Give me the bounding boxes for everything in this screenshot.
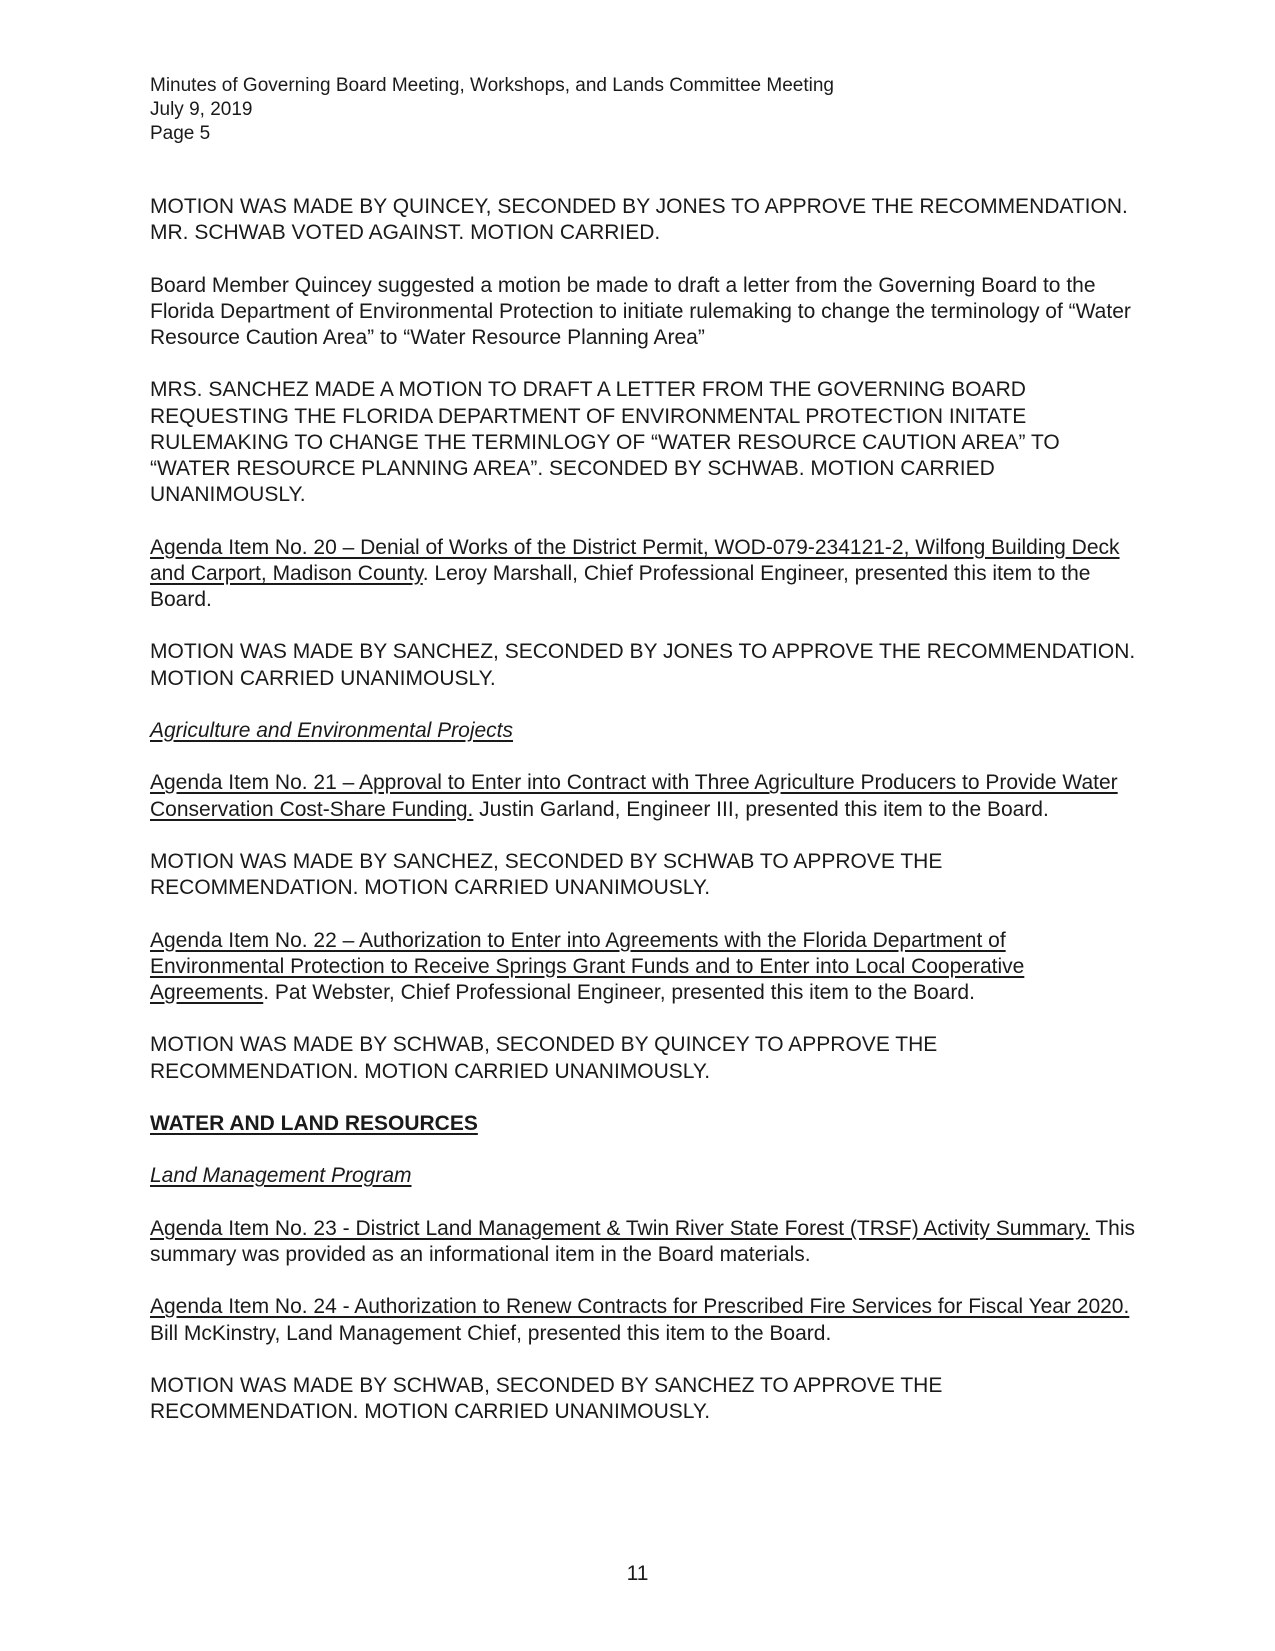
- subsection-heading: [150, 1163, 1145, 1189]
- motion-paragraph: MOTION WAS MADE BY SCHWAB, SECONDED BY SANCHEZ TO APPROVE THE RECOMMENDATION. MOTION CARRIED UNANIMOUSLY.: [150, 1373, 943, 1424]
- discussion-paragraph: Board Member Quincey suggested a motion be made to draft a letter from the Governing Board to the Florida Department of Environmental Protection to initiate rulemaking to change the terminology of “Water Resource Caution Area” to “Water Resource Planning Area”: [150, 273, 1131, 349]
- header-title: Minutes of Governing Board Meeting, Workshops, and Lands Committee Meeting: [150, 75, 834, 96]
- agenda-item-title: Agenda Item No. 24 - Authorization to Renew Contracts for Prescribed Fire Services for Fiscal Year 2020.: [150, 1295, 1130, 1319]
- agenda-item-21: [150, 770, 1145, 822]
- agenda-item-24: [150, 1294, 1145, 1346]
- agenda-item-title: Agenda Item No. 20 – Denial of Works of the District Permit, WOD-079-234121-2, Wilfong Building Deck and Carport, Madison County: [150, 535, 1120, 585]
- agenda-item-title: Agenda Item No. 22 – Authorization to Enter into Agreements with the Florida Department of Environmental Protection to Receive Springs Grant Funds and to Enter into Local Cooperative Agreements: [150, 928, 1025, 1004]
- subsection-title: Agriculture and Environmental Projects: [150, 718, 514, 742]
- document-body: [150, 194, 1145, 1452]
- agenda-item-text: This summary was provided as an informational item in the Board materials.: [150, 1216, 1136, 1266]
- motion-paragraph: MRS. SANCHEZ MADE A MOTION TO DRAFT A LETTER FROM THE GOVERNING BOARD REQUESTING THE FLORIDA DEPARTMENT OF ENVIRONMENTAL PROTECTION INITATE RULEMAKING TO CHANGE THE TERMINLOGY OF “WATER RESOURCE CAUTION AREA” TO “WATER RESOURCE PLANNING AREA”. SECONDED BY SCHWAB. MOTION CARRIED UNANIMOUSLY.: [150, 378, 1060, 507]
- motion-paragraph: MOTION WAS MADE BY SANCHEZ, SECONDED BY JONES TO APPROVE THE RECOMMENDATION. MOTION CARRIED UNANIMOUSLY.: [150, 640, 1136, 690]
- page-header: [150, 74, 834, 146]
- agenda-item-20: [150, 535, 1145, 614]
- motion-paragraph: MOTION WAS MADE BY SCHWAB, SECONDED BY QUINCEY TO APPROVE THE RECOMMENDATION. MOTION CARRIED UNANIMOUSLY.: [150, 1033, 938, 1083]
- section-title: WATER AND LAND RESOURCES: [150, 1111, 478, 1135]
- subsection-heading: [150, 718, 1145, 744]
- header-date: July 9, 2019: [150, 99, 253, 120]
- motion-paragraph: MOTION WAS MADE BY SANCHEZ, SECONDED BY SCHWAB TO APPROVE THE RECOMMENDATION. MOTION CARRIED UNANIMOUSLY.: [150, 849, 943, 900]
- agenda-item-23: [150, 1216, 1145, 1268]
- agenda-item-text: Bill McKinstry, Land Management Chief, presented this item to the Board.: [150, 1321, 832, 1345]
- motion-paragraph: MOTION WAS MADE BY QUINCEY, SECONDED BY JONES TO APPROVE THE RECOMMENDATION. MR. SCHWAB VOTED AGAINST. MOTION CARRIED.: [150, 195, 1128, 245]
- agenda-item-22: [150, 928, 1145, 1007]
- agenda-item-title: Agenda Item No. 21 – Approval to Enter into Contract with Three Agriculture Producers to Provide Water Conservation Cost-Share Funding.: [150, 771, 1118, 821]
- agenda-item-text: . Leroy Marshall, Chief Professional Engineer, presented this item to the Board.: [150, 561, 1091, 611]
- agenda-item-title: Agenda Item No. 23 - District Land Management & Twin River State Forest (TRSF) Activity Summary.: [150, 1216, 1090, 1240]
- subsection-title: Land Management Program: [150, 1164, 412, 1188]
- agenda-item-text: . Pat Webster, Chief Professional Engineer, presented this item to the Board.: [263, 980, 975, 1004]
- agenda-item-text: Justin Garland, Engineer III, presented this item to the Board.: [473, 797, 1049, 821]
- page-number: 11: [626, 1562, 649, 1585]
- section-heading: [150, 1111, 1145, 1137]
- header-page: Page 5: [150, 123, 211, 144]
